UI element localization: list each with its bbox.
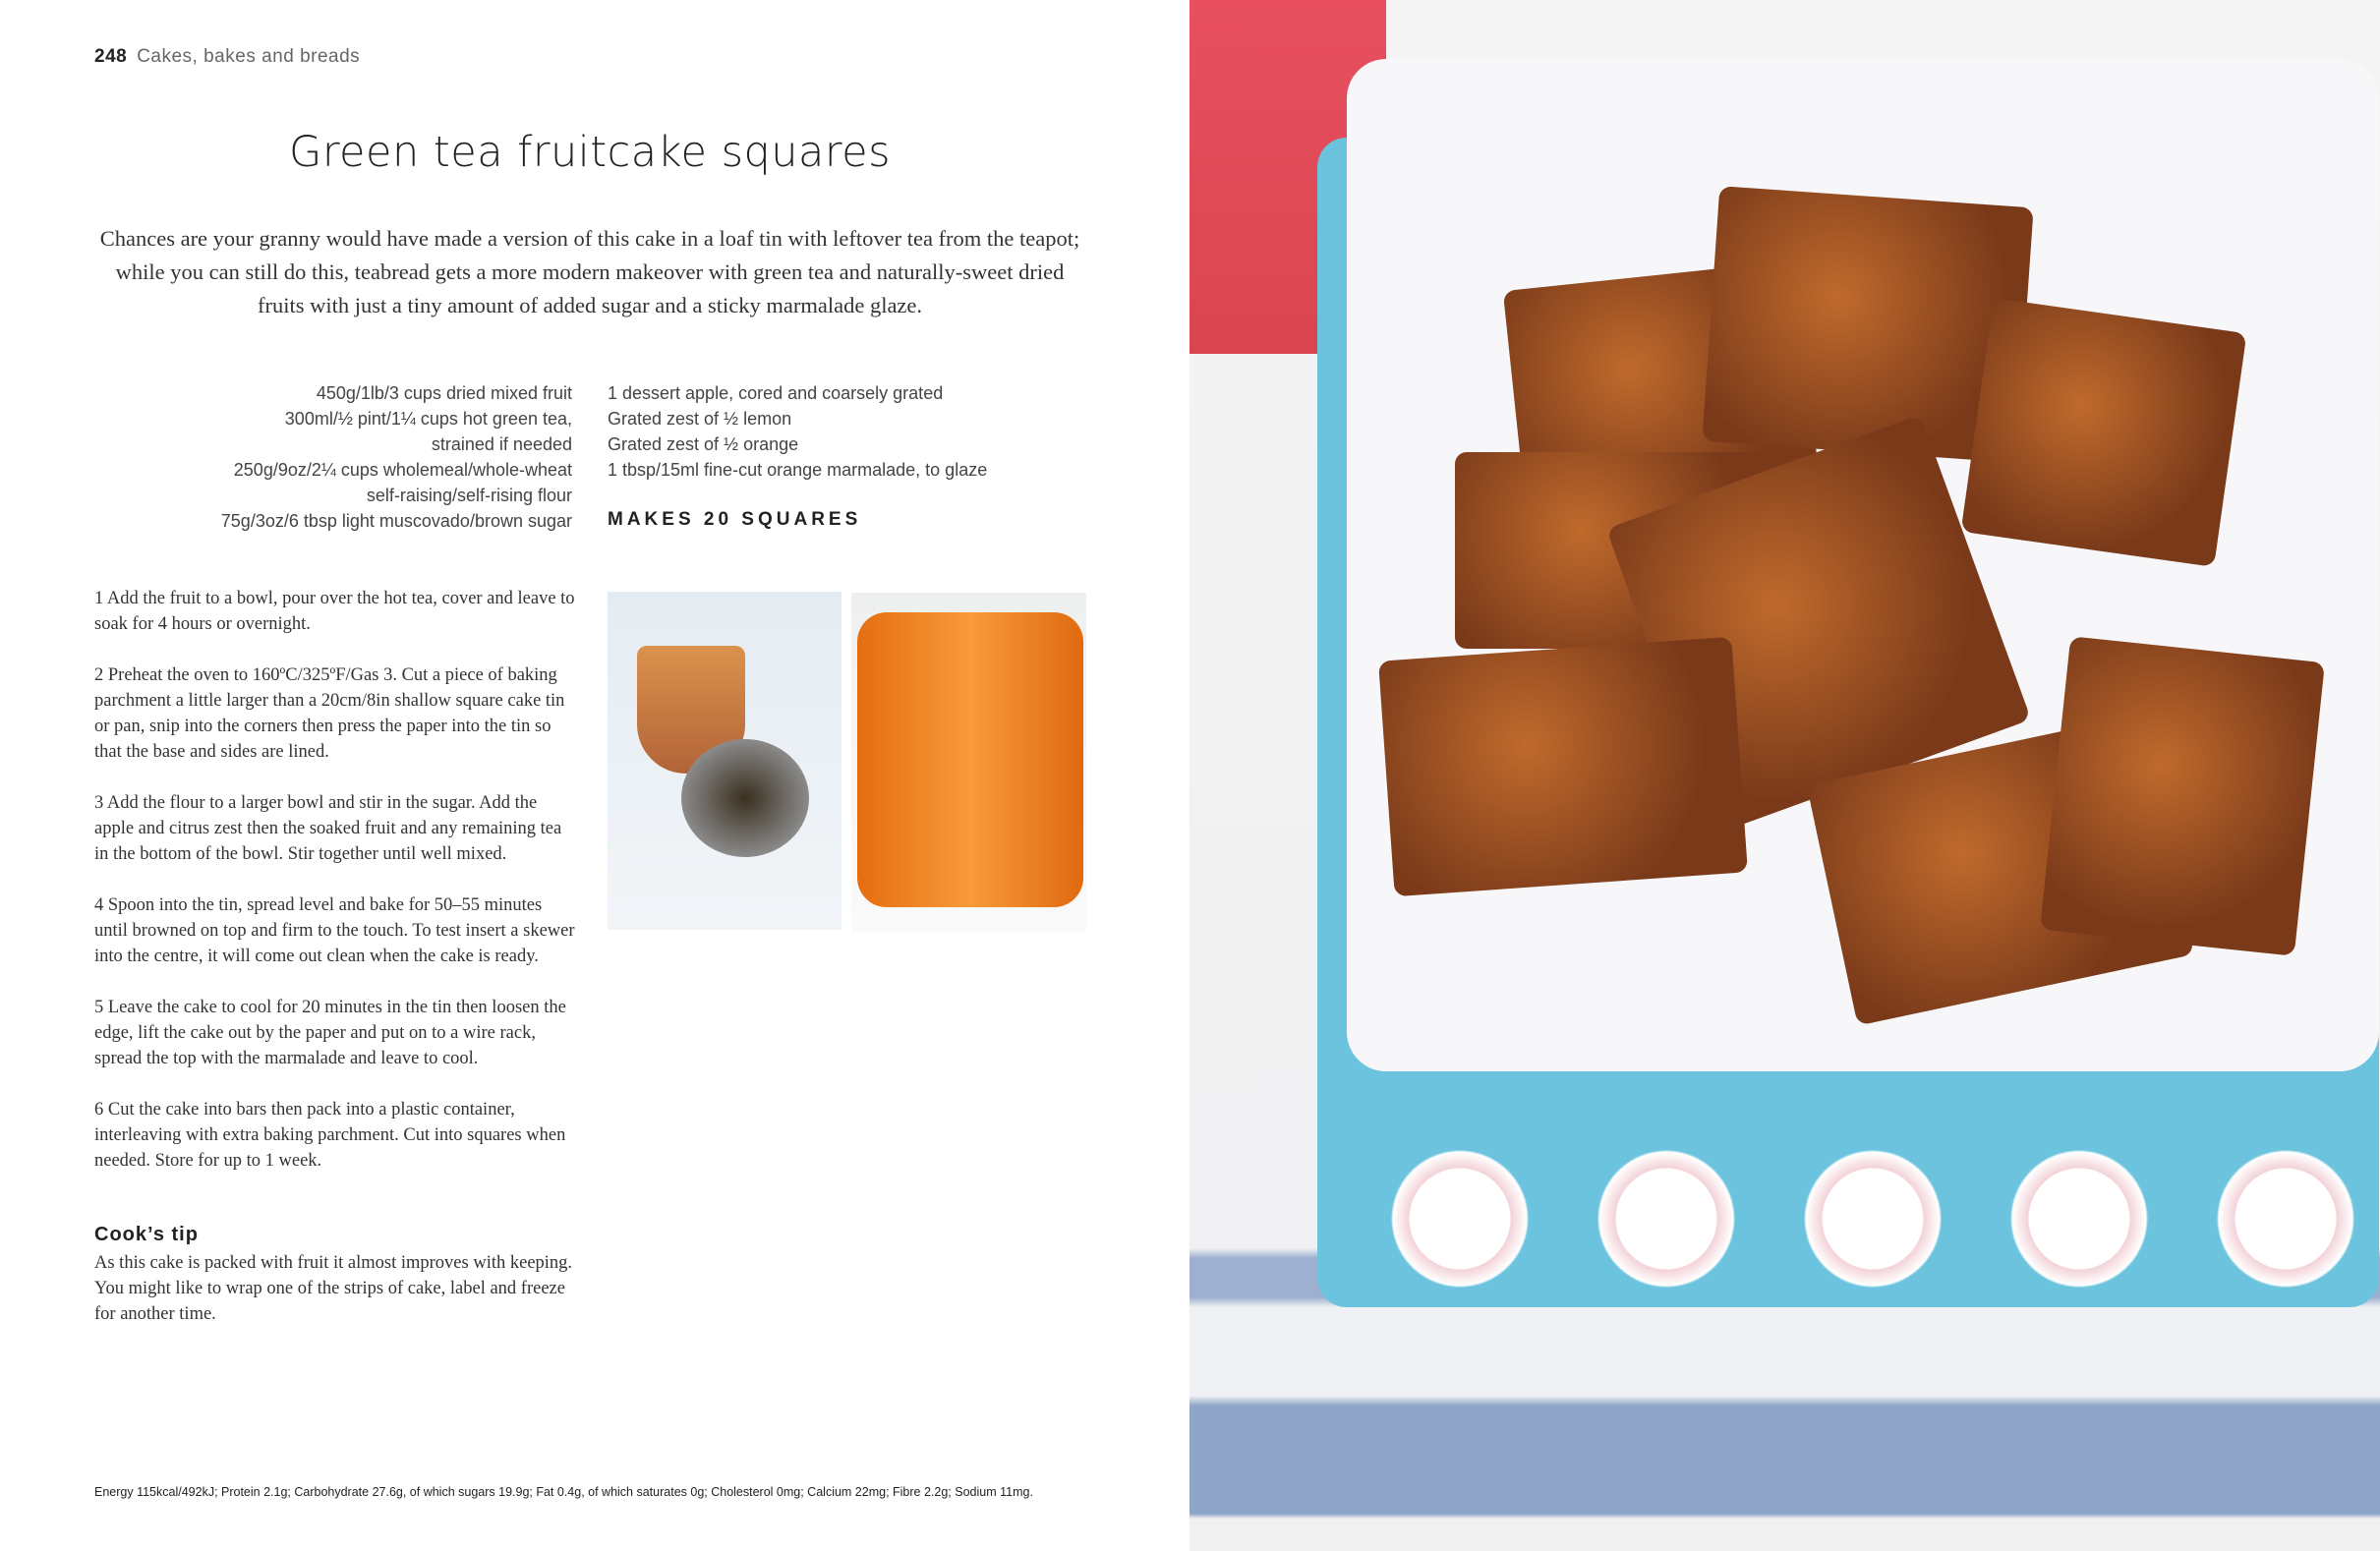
- ingredient: 250g/9oz/2¼ cups wholemeal/whole-wheat: [233, 460, 572, 480]
- ingredient: 75g/3oz/6 tbsp light muscovado/brown sugar: [220, 511, 572, 531]
- ingredient: 300ml/½ pint/1¼ cups hot green tea,: [284, 409, 572, 429]
- tea-cup-photo: [608, 592, 842, 930]
- ingredient: self-raising/self-rising flour: [366, 486, 572, 505]
- marmalade-jar-photo: [851, 593, 1086, 932]
- nutrition-info: Energy 115kcal/492kJ; Protein 2.1g; Carbohydrate 27.6g, of which sugars 19.9g; Fat 0.4g, of which saturates 0g; Cholesterol 0mg; Calcium 22mg; Fibre 2.2g; Sodium 11mg.: [94, 1485, 1033, 1499]
- page-number: 248: [94, 46, 128, 67]
- section-title: Cakes, bakes and breads: [137, 46, 361, 67]
- method-steps: [94, 586, 576, 1199]
- method-step: 1 Add the fruit to a bowl, pour over the hot tea, cover and leave to soak for 4 hours or overnight.: [94, 589, 575, 634]
- recipe-title: Green tea fruitcake squares: [289, 128, 891, 177]
- cooks-tip-heading: Cook’s tip: [94, 1224, 199, 1245]
- ingredient: Grated zest of ½ lemon: [608, 409, 792, 429]
- method-step: 3 Add the flour to a larger bowl and stir in the sugar. Add the apple and citrus zest then the soaked fruit and any remaining tea in the bottom of the bowl. Stir together until well mixed.: [94, 793, 562, 864]
- ingredients-left: [118, 380, 572, 534]
- recipe-intro: Chances are your granny would have made a version of this cake in a loaf tin with leftover tea from the teapot; while you can still do this, teabread gets a more modern makeover with green tea and naturally-sweet dried fruits with just a tiny amount of added sugar and a sticky marmalade glaze.: [99, 226, 1080, 317]
- method-step: 4 Spoon into the tin, spread level and bake for 50–55 minutes until browned on top and firm to the touch. To test insert a skewer into the centre, it will come out clean when the cake is ready.: [94, 895, 575, 966]
- cooks-tip-text: As this cake is packed with fruit it almost improves with keeping. You might like to wrap one of the strips of cake, label and freeze for another time.: [94, 1253, 573, 1324]
- fruitcake-tin-photo: [1190, 0, 2380, 1551]
- ingredient: 450g/1lb/3 cups dried mixed fruit: [316, 383, 572, 403]
- ingredient: 1 dessert apple, cored and coarsely grated: [608, 383, 944, 403]
- ingredient: Grated zest of ½ orange: [608, 434, 799, 454]
- ingredient: strained if needed: [431, 434, 572, 454]
- running-header: [94, 46, 360, 68]
- method-step: 5 Leave the cake to cool for 20 minutes in the tin then loosen the edge, lift the cake out by the paper and put on to a wire rack, spread the top with the marmalade and leave to cool.: [94, 998, 566, 1068]
- method-step: 2 Preheat the oven to 160ºC/325ºF/Gas 3. Cut a piece of baking parchment a little larger than a 20cm/8in shallow square cake tin or pan, snip into the corners then press the paper into the tin so that the base and sides are lined.: [94, 665, 565, 762]
- ingredients-right: [608, 380, 1099, 483]
- method-step: 6 Cut the cake into bars then pack into a plastic container, interleaving with extra baking parchment. Cut into squares when needed. Store for up to 1 week.: [94, 1100, 566, 1171]
- recipe-yield: MAKES 20 SQUARES: [608, 509, 862, 530]
- ingredient: 1 tbsp/15ml fine-cut orange marmalade, to glaze: [608, 460, 988, 480]
